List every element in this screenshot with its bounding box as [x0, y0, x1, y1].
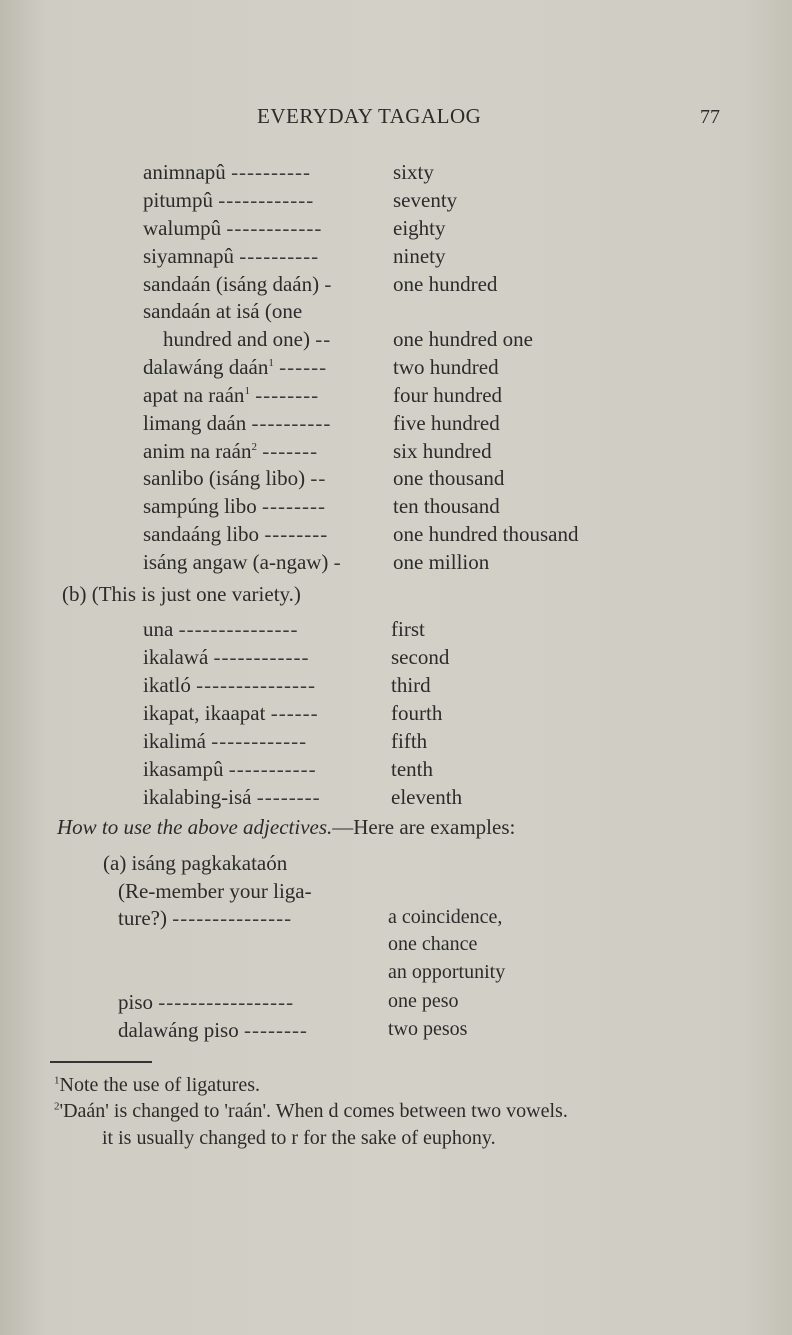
list-item [143, 272, 332, 300]
english-term: second [391, 645, 450, 669]
english-term: sixty [393, 160, 434, 184]
list-item [143, 673, 316, 701]
english-term: one hundred thousand [393, 522, 579, 546]
leader-dots: --------------- [172, 906, 293, 930]
tagalog-term: apat na raán [143, 383, 245, 407]
english-term: ten thousand [393, 494, 500, 518]
list-item [143, 466, 326, 494]
english-term: one thousand [393, 466, 505, 490]
leader-dots: ---------- [239, 244, 320, 268]
list-item [143, 299, 302, 327]
english-term: first [391, 617, 425, 641]
leader-dots: ----------------- [158, 990, 295, 1014]
leader-dots: ------------ [211, 729, 308, 753]
tagalog-term: siyamnapû [143, 244, 234, 268]
example-text: dalawáng piso [118, 1018, 239, 1042]
tagalog-term: ikalawá [143, 645, 209, 669]
tagalog-term: ikapat, ikaapat [143, 701, 266, 725]
english-term: ninety [393, 244, 446, 268]
footnote [54, 1100, 568, 1123]
leader-dots: --------------- [196, 673, 316, 697]
example-text: ture?) [118, 906, 167, 930]
list-item [143, 383, 319, 411]
list-item [143, 645, 309, 673]
tagalog-term: sandaán at isá (one [143, 299, 303, 323]
example-line [118, 990, 294, 1018]
list-item [143, 439, 318, 467]
english-term: seventy [393, 188, 458, 212]
section-heading [57, 815, 515, 840]
tagalog-term: ikasampû [143, 757, 224, 781]
english-term: eleventh [391, 785, 463, 809]
example-line [118, 1018, 308, 1046]
leader-dots: ------------ [218, 188, 315, 212]
heading-italic: How to use the above adjectives. [57, 815, 333, 839]
leader-dots: - [324, 272, 333, 296]
footnote-text: Note the use of ligatures. [59, 1074, 260, 1096]
english-term: one hundred [393, 272, 498, 296]
example-translation: an opportunity [388, 961, 506, 983]
tagalog-term: ikatló [143, 673, 191, 697]
running-header: EVERYDAY TAGALOG [257, 104, 482, 128]
list-item [143, 522, 328, 550]
leader-dots: -------- [264, 522, 329, 546]
leader-dots: ------ [270, 701, 319, 725]
tagalog-term: una [143, 617, 174, 641]
leader-dots: -- [310, 466, 327, 490]
leader-dots: ------ [279, 355, 328, 379]
english-term: fourth [391, 701, 443, 725]
list-item [143, 411, 331, 439]
list-item [143, 701, 319, 729]
tagalog-term: walumpû [143, 216, 222, 240]
english-term: four hundred [393, 383, 503, 407]
tagalog-term: sanlibo (isáng libo) [143, 466, 306, 490]
example-line [118, 906, 292, 934]
english-term: five hundred [393, 411, 500, 435]
example-line [103, 851, 287, 879]
english-term: tenth [391, 757, 433, 781]
leader-dots: -------- [243, 1018, 308, 1042]
list-item [143, 188, 314, 216]
leader-dots: - [333, 550, 342, 574]
example-line [118, 879, 312, 907]
leader-dots: ---------- [231, 160, 311, 184]
example-translation: one chance [388, 933, 478, 955]
list-item [143, 757, 317, 785]
english-term: six hundred [393, 439, 492, 463]
example-translation: a coincidence, [388, 906, 503, 928]
leader-dots: ---------- [251, 411, 332, 435]
tagalog-term: pitumpû [143, 188, 214, 212]
footnote-marker: 2 [54, 1100, 60, 1113]
leader-dots: ------------ [213, 645, 310, 669]
footnote-text: 'Daán' is changed to 'raán'. When d comes between two vowels. [59, 1100, 568, 1122]
tagalog-term: anim na raán [143, 439, 252, 463]
list-item [143, 617, 298, 645]
example-translation: two pesos [388, 1018, 468, 1040]
heading-rest: —Here are examples: [332, 815, 516, 839]
tagalog-term: sampúng libo [143, 494, 257, 518]
tagalog-term: dalawáng daán [143, 355, 269, 379]
leader-dots: ------------ [226, 216, 323, 240]
tagalog-term: hundred and one) [163, 327, 310, 351]
section-heading: (b) (This is just one variety.) [62, 582, 301, 606]
tagalog-term: sandaán (isáng daán) [143, 272, 320, 296]
tagalog-term: ikalimá [143, 729, 206, 753]
leader-dots: -------- [256, 785, 321, 809]
footnote-text: it is usually changed to r for the sake of euphony. [102, 1127, 496, 1149]
example-text: piso [118, 990, 154, 1014]
leader-dots: ------- [262, 439, 319, 463]
leader-dots: -- [315, 327, 332, 351]
footnote-marker: 1 [268, 357, 274, 369]
tagalog-term: ikalabing-isá [143, 785, 252, 809]
list-item [143, 355, 327, 383]
footnote-divider [50, 1061, 152, 1063]
example-text: (Re-member your liga- [118, 879, 312, 903]
footnote [54, 1074, 260, 1097]
english-term: one hundred one [393, 327, 533, 351]
list-item [143, 216, 322, 244]
example-text: (a) isáng pagkakataón [103, 851, 288, 875]
list-item [143, 729, 307, 757]
footnote [102, 1127, 496, 1150]
english-term: eighty [393, 216, 446, 240]
list-item [143, 160, 311, 188]
list-item [143, 494, 326, 522]
list-item [163, 327, 331, 355]
page-number: 77 [700, 106, 720, 128]
list-item [143, 785, 321, 813]
english-term: fifth [391, 729, 428, 753]
english-term: one million [393, 550, 490, 574]
leader-dots: -------- [255, 383, 320, 407]
tagalog-term: animnapû [143, 160, 226, 184]
tagalog-term: isáng angaw (a-ngaw) [143, 550, 329, 574]
list-item [143, 244, 319, 272]
leader-dots: --------------- [178, 617, 299, 641]
leader-dots: ----------- [228, 757, 317, 781]
footnote-marker: 1 [244, 385, 250, 397]
tagalog-term: sandaáng libo [143, 522, 260, 546]
leader-dots: -------- [262, 494, 326, 518]
example-translation: one peso [388, 990, 459, 1012]
footnote-marker: 2 [251, 441, 257, 453]
footnote-marker: 1 [54, 1074, 60, 1087]
tagalog-term: limang daán [143, 411, 247, 435]
list-item [143, 550, 342, 578]
english-term: two hundred [393, 355, 499, 379]
english-term: third [391, 673, 431, 697]
